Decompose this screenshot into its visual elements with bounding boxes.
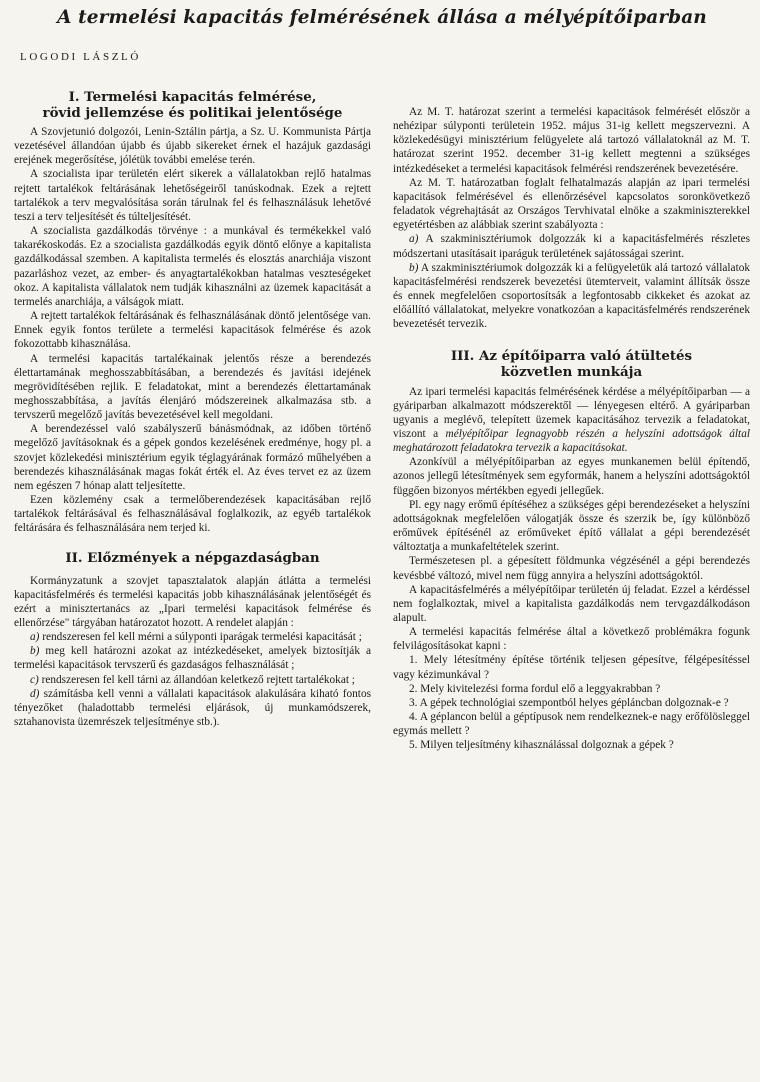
question-item: 5. Milyen teljesítmény kihasználással dolgoznak a gépek ? — [409, 739, 674, 752]
list-item-label: d) — [30, 687, 40, 700]
question-item: 4. A géplancon belül a géptípusok nem rendelkeznek-e nagy erőfölösleggel egymás mellett ? — [393, 711, 750, 738]
list-item — [393, 232, 750, 260]
paragraph-text: Az ipari termelési kapacitás felmérésének kérdése a mélyépítőiparban — a gyáriparban alkalmazott módszerektől — lényegesen eltérő. A gyáriparban ugyanis a meglévő, telepített üzemek kapacitásához tervezik a feladatokat, viszont a — [393, 385, 750, 440]
right-column — [393, 105, 750, 753]
section-1-heading-line2: rövid jellemzése és politikai jelentősége — [42, 105, 343, 121]
article-author: LOGODI LÁSZLÓ — [20, 51, 141, 63]
section-3-paragraph: Természetesen pl. a gépesített földmunka végzésénél a gépi berendezés kevésbbé változó, mivel nem függ annyira a helyszíni adottságoktól. — [393, 555, 750, 582]
section-3-heading-line1: III. Az építőiparra való átültetés — [450, 347, 693, 364]
emphasized-text: mélyépítőipar legnagyobb részén a helyszíni adottságok által meghatározott feladatokra tervezik a kapacitásokat. — [393, 427, 750, 455]
list-item-label: a) — [409, 233, 419, 246]
list-item-text: A szakminisztériumok dolgozzák ki a kapacitásfelmérés részletes módszertani utasításait iparáguk területének sajátosságai szerint. — [393, 233, 750, 260]
list-item-text: meg kell határozni azokat az intézkedéseket, amelyek biztosítják a termelési kapacitások tervszerű és gazdaságos felhasználását ; — [14, 645, 371, 672]
list-item-label: b) — [30, 645, 40, 658]
section-1-paragraph: Ezen közlemény csak a termelőberendezések kapacitásában rejlő tartalékok feltárásával és felhasználásával foglalkozik, az egyéb tartalékok feltárására és felhasználására nem terjed ki. — [14, 494, 371, 535]
section-3-paragraph: Pl. egy nagy erőmű építéséhez a szükséges gépi berendezéseket a helyszíni adottságoknak megfelelően válogatják össze és szerzik be, így különböző erőművek építésénél az erőműveket építő vállalat a gépi berendezését változtatja a munkafeltételek szerint. — [393, 498, 750, 554]
list-item — [14, 673, 371, 687]
list-item-label: a) — [30, 631, 40, 644]
list-item — [393, 261, 750, 332]
article-title: A termelési kapacitás felmérésének állása a mélyépítőiparban — [57, 7, 707, 28]
list-item-label: b) — [409, 261, 419, 274]
section-2-paragraph: Az M. T. határozat szerint a termelési kapacitások felmérését először a nehézipar súlyponti területein 1952. május 31-ig kellett megszervezni. A közlekedésügyi minisztérium felügyelete alá tartozó vállalatoknál az M. T. határozat szerint 1952. december 31-ig kellett megtenni a szükséges intézkedéseket a termelési kapacitások felmérési rendszerének bevezetésére. — [393, 106, 750, 175]
section-1-paragraph: A Szovjetunió dolgozói, Lenin-Sztálin pártja, a Sz. U. Kommunista Pártja vezetésével állandóan újabb és újabb sikereket érnek el hazájuk gazdasági erejének megerősítése, jólétük további emelése terén. — [14, 126, 371, 167]
section-1-paragraph: A szocialista ipar területén elért sikerek a vállalatokban rejlő hatalmas rejtett tartalékok feltárásának lehetőségeiről tanúskodnak. Ezek a rejtett tartalékok a terv megvalósítása során tárulnak fel és felhasználásuk lehetővé teszi a terv teljesítését és túlteljesítését. — [14, 168, 371, 223]
section-1-heading — [14, 89, 371, 121]
section-2-paragraph: Kormányzatunk a szovjet tapasztalatok alapján átlátta a termelési kapacitásfelmérés és termelési kapacitás jobb kihasználásának jelentőségét és ezért a minisztertanács az „Ipari termelési kapacitások felmérése és ellenőrzése" tárgyában határozatot hozott. A rendelet alapján : — [14, 574, 371, 629]
question-item: 2. Mely kivitelezési forma fordul elő a leggyakrabban ? — [409, 682, 661, 695]
article-body — [14, 89, 750, 753]
section-3-paragraph: Azonkívül a mélyépítőiparban az egyes munkanemen belül építendő, azonos jellegű létesítmények sem egyformák, hanem a helyszíni adottságoktól függően bizonyos mértékben egyedi jellegűek. — [393, 456, 750, 497]
list-item-label: c) — [30, 673, 39, 686]
section-3-paragraph — [393, 385, 750, 456]
section-1-paragraph: A rejtett tartalékok feltárásának és felhasználásának döntő jelentősége van. Ennek egyik fontos területe a termelési kapacitások felmérése és azok fokozottabb kihasználása. — [14, 310, 371, 351]
section-3-heading — [393, 348, 750, 380]
section-1-heading-line1: I. Termelési kapacitás felmérése, — [68, 89, 317, 105]
question-item: 1. Mely létesítmény építése történik teljesen gépesítve, félgépesítéssel vagy kézimunkával ? — [393, 654, 750, 681]
section-3-paragraph: A termelési kapacitás felmérése által a következő problémákra fogunk felvilágosításokat kapni : — [393, 626, 750, 653]
section-3-paragraph: A kapacitásfelmérés a mélyépítőipar területén új feladat. Ezzel a kérdéssel nem foglalkoztak, mivel a kapitalista gazdálkodás nem tervgazdálkodáson alapult. — [393, 583, 750, 624]
list-item-text: számításba kell venni a vállalati kapacitások alakulására kiható fontos tényezőket (haladottabb termelési eljárások, új munkamódszerek, sztahanovista üzemrészek teljesítménye stb.). — [14, 687, 371, 729]
section-2-heading: II. Előzmények a népgazdaságban — [65, 549, 320, 566]
question-item: 3. A gépek technológiai szempontból helyes gépláncban dolgoznak-e ? — [409, 696, 729, 709]
section-1-paragraph: A berendezéssel való szabályszerű bánásmódnak, az időben történő megelőző javításoknak és a gépek gondos kezelésének eredménye, hogy pl. a szovjet közlekedési minisztérium egyik téglagyárának formázó műhelyében a berendezés kihasználásának magas fokát érték el. Az éves tervet ez az üzem nem egészen 7 hónap alatt teljesítette. — [14, 423, 371, 492]
section-2-paragraph: Az M. T. határozatban foglalt felhatalmazás alapján az ipari termelési kapacitások felmérésével és ellenőrzésével kapcsolatos soronkövetkező feladatok végrehajtását az Országos Tervhivatal elnöke a szakminiszterekkel egyetértésben az alábbiak szerint szabályozta : — [393, 176, 750, 232]
section-3-heading-line2: közvetlen munkája — [500, 363, 643, 380]
list-item-text: rendszeresen fel kell tárni az állandóan keletkező rejtett tartalékokat ; — [41, 673, 355, 686]
list-item — [14, 644, 371, 672]
list-item — [14, 687, 371, 729]
section-1-paragraph: A termelési kapacitás tartalékainak jelentős része a berendezés élettartamának meghosszabbításában, a berendezés és javítási idejének megrövidítésében rejlik. E feladatokat, mint a berendezés élettartamának meghosszabbítása, a javítás élenjáró módszereinek alkalmazása stb. a tervszerű megelőző javítás bevezetésével kell megoldani. — [14, 352, 371, 422]
left-column — [14, 89, 371, 753]
list-item — [14, 630, 371, 644]
list-item-text: rendszeresen fel kell mérni a súlyponti iparágak termelési kapacitását ; — [42, 631, 362, 644]
list-item-text: A szakminisztériumok dolgozzák ki a felügyeletük alá tartozó vállalatok kapacitásfelmérési rendszerek bevezetési ütemterveit, valamint állítsák össze és ennek megfelelően csoportosítsák a legfontosabb cikkeket és azokat az előállító vállalatokat, melyekre vonatkozóan a kapacitásfelmérés rendszerének bevezetését tervezik. — [393, 261, 750, 331]
section-1-paragraph: A szocialista gazdálkodás törvénye : a munkával és termékekkel való takarékoskodás. Ez a szocialista gazdálkodás egyik döntő előnye a kapitalista gazdálkodással szemben. A kapitalista termelés és elosztás anarchiája viszont pazarláshoz vezet, az ember- és anyagtartalékokban hatalmas veszteségeket okoz. A kapitalista vállalatok nem tudják kihasználni az üzemek kapacitását a termelés anarchiája, a válságok miatt. — [14, 225, 371, 308]
